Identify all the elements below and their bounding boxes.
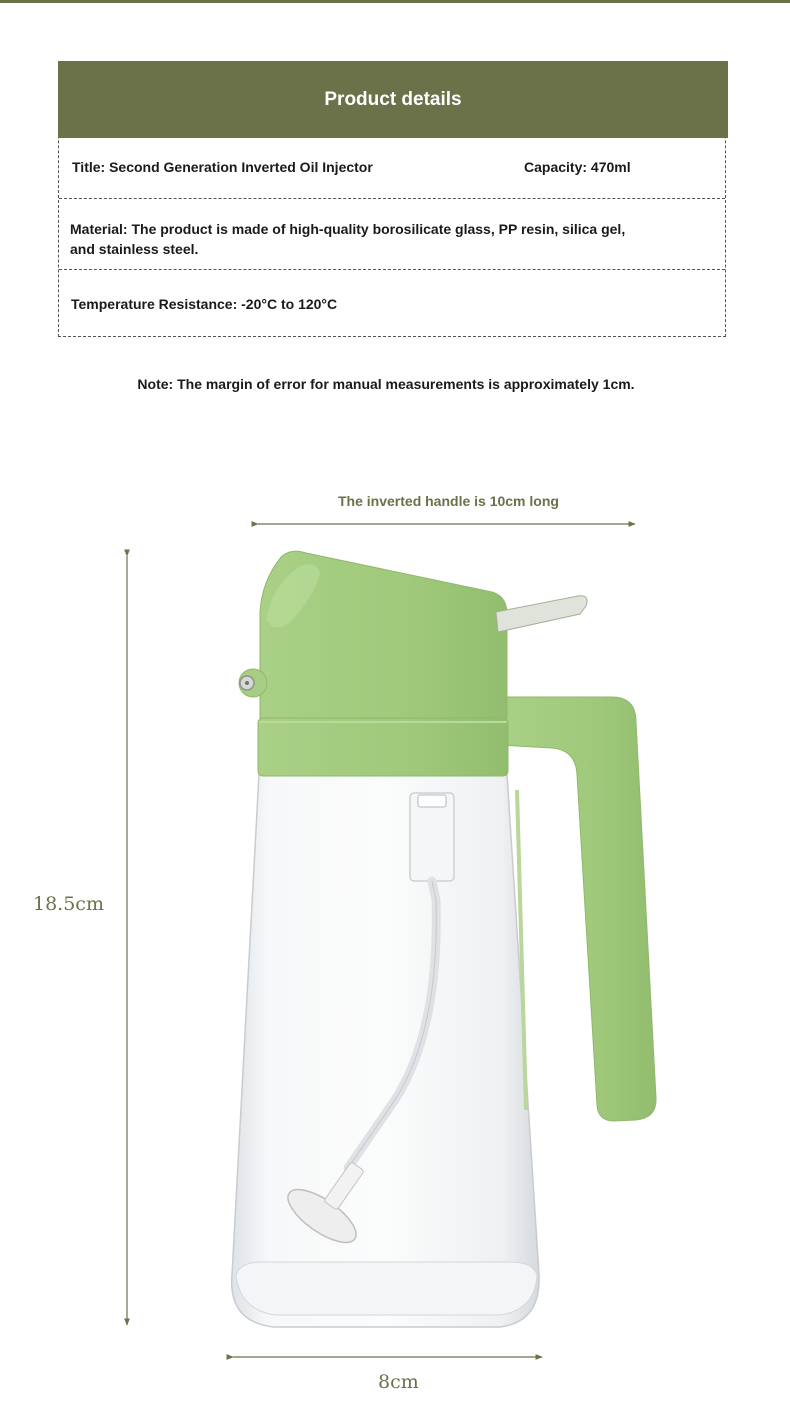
glass-body <box>232 774 539 1327</box>
capacity-text: Capacity: 470ml <box>524 159 631 175</box>
measurement-note: Note: The margin of error for manual measurements is approximately 1cm. <box>137 376 635 392</box>
inner-valve-cap <box>418 795 446 807</box>
temperature-text: Temperature Resistance: -20°C to 120°C <box>71 296 338 312</box>
product-details-header: Product details <box>58 61 728 138</box>
flip-lid <box>496 596 587 632</box>
width-label: 8cm <box>378 1371 419 1393</box>
material-line2: and stainless steel. <box>70 241 199 257</box>
height-label: 18.5cm <box>33 893 104 915</box>
side-valve-dot <box>245 681 249 685</box>
title-text: Title: Second Generation Inverted Oil Injector <box>72 159 373 175</box>
cap-collar <box>258 718 508 776</box>
material-line1: Material: The product is made of high-quality borosilicate glass, PP resin, silica gel, <box>70 221 626 237</box>
glass-base <box>236 1262 537 1315</box>
handle-length-label: The inverted handle is 10cm long <box>338 493 559 509</box>
